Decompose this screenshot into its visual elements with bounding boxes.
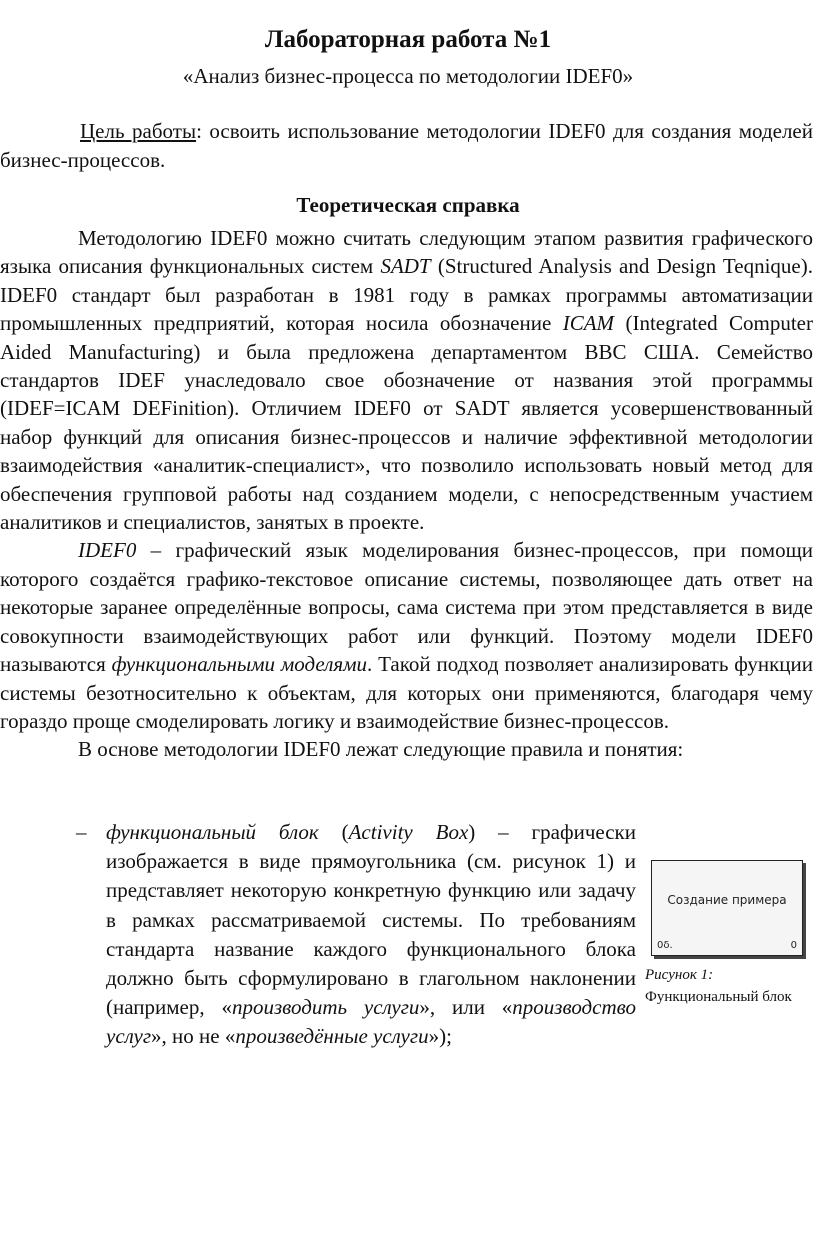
paragraph-2 <box>0 536 813 735</box>
goal-text: : освоить использование методологии IDEF0 для создания моделей бизнес-процессов. <box>0 119 813 172</box>
goal-paragraph <box>0 117 813 175</box>
list-dash: – <box>76 820 87 844</box>
list-italic-1: функциональный блок <box>106 820 319 844</box>
paragraph-2-text-2: . Такой подход позволяет анализировать функции системы безотносительно к объектам, для которых они применяются, благодаря чему гораздо проще смоделировать логику и взаимодействие бизнес-процессов. <box>0 652 814 733</box>
figure-caption-text: Функциональный блок <box>645 989 792 1005</box>
paragraph-1-text-1: Методологию IDEF0 можно считать следующим этапом развития графического языка описания функциональных систем <box>0 226 813 279</box>
list-italic-4: производство услуг <box>106 995 636 1049</box>
paragraph-1-italic-sadt: SADT <box>380 254 431 279</box>
activity-box-code: 0δ. <box>657 940 673 951</box>
paragraph-2-italic-idef0: IDEF0 <box>78 538 137 563</box>
paragraph-1-text-2: (Structured Analysis and Design Teqnique). IDEF0 стандарт был разработан в 1981 году в рамках программы автоматизации промышленных предприятий, которая носила обозначение <box>0 254 813 336</box>
list-text-5: »); <box>428 1024 452 1049</box>
list-text-1: ( <box>318 820 349 844</box>
goal-label: Цель работы <box>80 119 197 143</box>
figure-caption-label: Рисунок 1: <box>645 967 714 983</box>
paragraph-1 <box>0 224 813 536</box>
list-item-text <box>106 818 636 1052</box>
list-italic-2: Activity Box <box>348 820 469 844</box>
body-text <box>0 224 813 764</box>
list-italic-5: произведённые услуги <box>235 1024 429 1049</box>
paragraph-3: В основе методологии IDEF0 лежат следующие правила и понятия: <box>78 737 684 762</box>
page-title: Лабораторная работа №1 <box>264 26 552 53</box>
activity-box-name: Создание примера <box>667 893 787 907</box>
list-text-3: », или « <box>419 995 513 1020</box>
section-heading: Теоретическая справка <box>296 193 520 217</box>
activity-box-number: 0 <box>790 940 797 951</box>
paragraph-2-italic-term: функциональными моделями <box>111 652 368 677</box>
list-text-4: », но не « <box>151 1024 236 1049</box>
list-italic-3: производить услуги <box>231 995 420 1020</box>
list-text-2: ) – графически изображается в виде прямоугольника (см. рисунок 1) и представляет некоторую конкретную функцию или задачу в рамках рассматриваемой системы. По требованиям стандарта название каждого функционального блока должно быть сформулировано в глагольном наклонении (например, « <box>106 820 636 1020</box>
paragraph-1-text-3: (Integrated Computer Aided Manufacturing) и была предложена департаментом ВВС США. Семейство стандартов IDEF унаследовало свое обозначение от названия этой программы (IDEF=ICAM DEFinition). Отличием IDEF0 от SADT является усовершенствованный набор функций для описания бизнес-процессов и наличие эффективной методологии взаимодействия «аналитик-специалист», что позволило использовать новый метод для обеспечения групповой работы над созданием модели, с непосредственным участием аналитиков и специалистов, занятых в проекте. <box>0 311 813 535</box>
paragraph-1-italic-icam: ICAM <box>562 311 615 336</box>
paragraph-2-text-1: – графический язык моделирования бизнес-процессов, при помощи которого создаётся графико-текстовое описание системы, позволяющее дать ответ на некоторые заранее определённые вопросы, сама система при этом представляется в виде совокупности взаимодействующих работ или функций. Поэтому модели IDEF0 называются <box>0 538 813 677</box>
activity-box-figure <box>651 860 803 956</box>
page-subtitle: «Анализ бизнес-процесса по методологии IDEF0» <box>182 64 634 88</box>
